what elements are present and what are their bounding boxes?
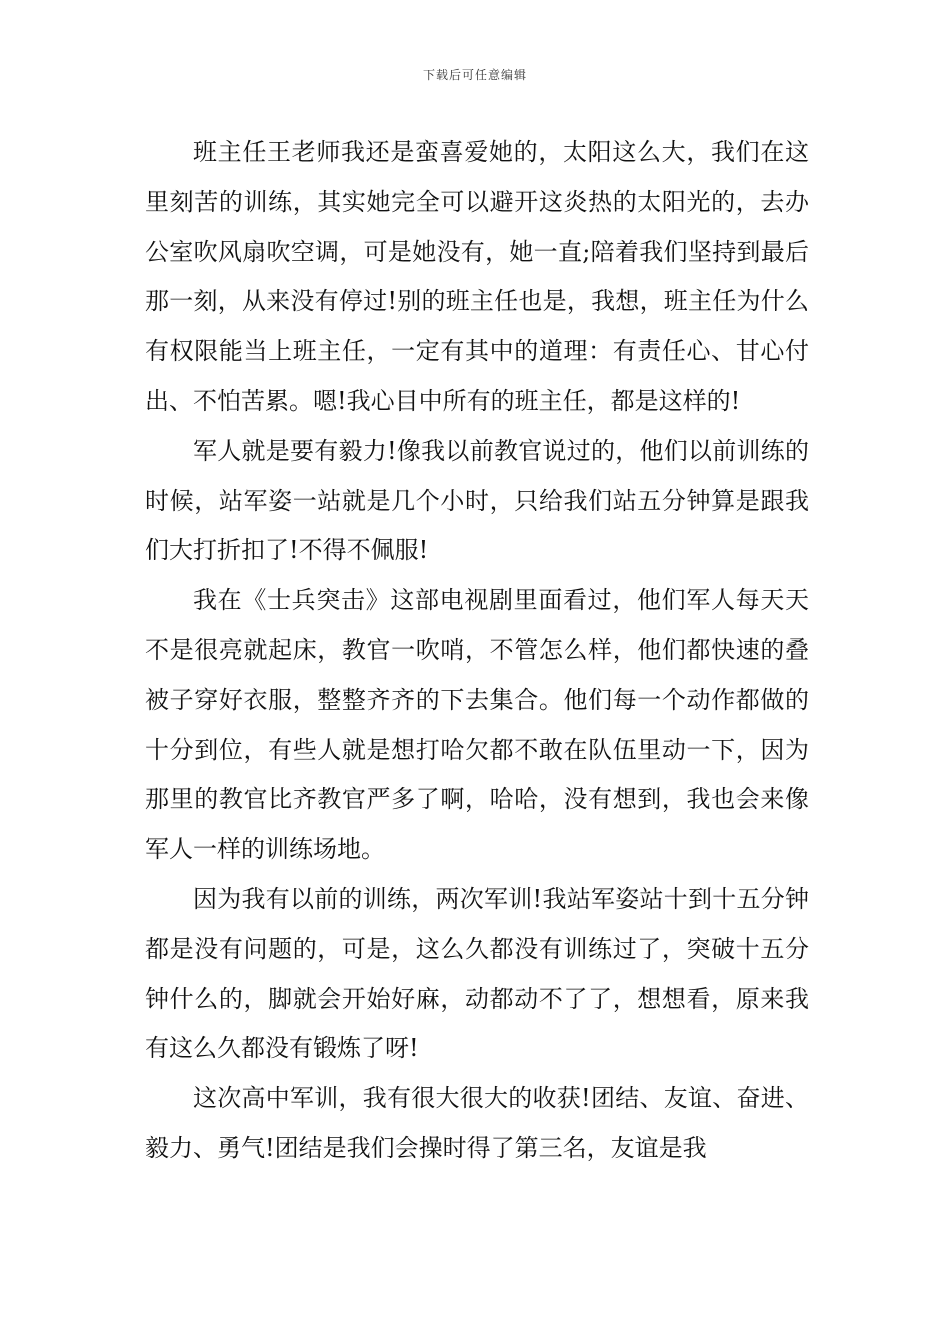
document-body xyxy=(145,128,809,1174)
paragraph: 因为我有以前的训练，两次军训!我站军姿站十到十五分钟都是没有问题的，可是，这么久都没有训练过了，突破十五分钟什么的，脚就会开始好麻，动都动不了了，想想看，原来我有这么久都没有锻炼了呀! xyxy=(145,884,809,1063)
paragraph: 班主任王老师我还是蛮喜爱她的，太阳这么大，我们在这里刻苦的训练，其实她完全可以避开这炎热的太阳光的，去办公室吹风扇吹空调，可是她没有，她一直;陪着我们坚持到最后那一刻，从来没有停过!别的班主任也是，我想，班主任为什么有权限能当上班主任，一定有其中的道理：有责任心、甘心付出、不怕苦累。嗯!我心目中所有的班主任，都是这样的! xyxy=(145,138,809,415)
paragraph: 我在《士兵突击》这部电视剧里面看过，他们军人每天天不是很亮就起床，教官一吹哨，不管怎么样，他们都快速的叠被子穿好衣服，整整齐齐的下去集合。他们每一个动作都做的十分到位，有些人就是想打哈欠都不敢在队伍里动一下，因为那里的教官比齐教官严多了啊，哈哈，没有想到，我也会来像军人一样的训练场地。 xyxy=(145,586,809,864)
page-header: 下载后可任意编辑 xyxy=(422,68,527,82)
paragraph: 这次高中军训，我有很大很大的收获!团结、友谊、奋进、毅力、勇气!团结是我们会操时得了第三名，友谊是我 xyxy=(145,1084,809,1162)
paragraph: 军人就是要有毅力!像我以前教官说过的，他们以前训练的时候，站军姿一站就是几个小时，只给我们站五分钟算是跟我们大打折扣了!不得不佩服! xyxy=(145,436,809,565)
